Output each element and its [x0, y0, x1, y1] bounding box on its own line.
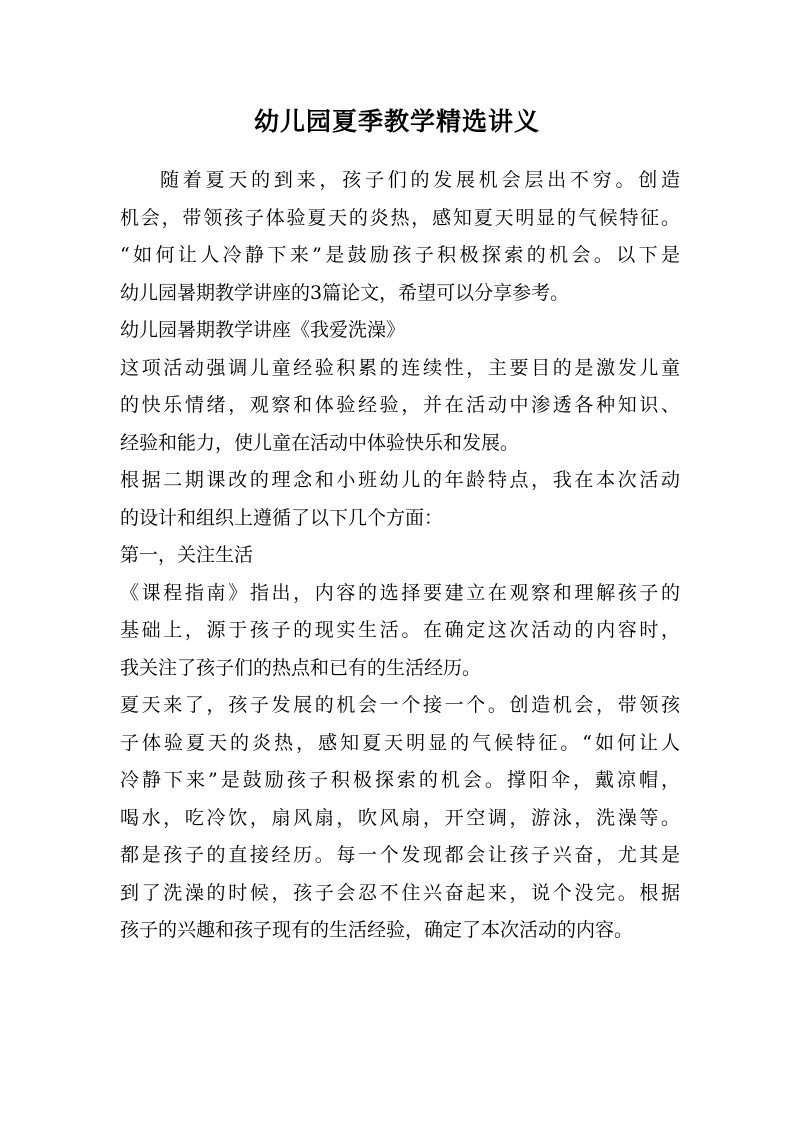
- text-line: 这项活动强调儿童经验积累的连续性，主要目的是激发儿童: [120, 356, 680, 379]
- text-line: 第一，关注生活: [120, 544, 254, 566]
- text-line: 《课程指南》指出，内容的选择要建立在观察和理解孩子的: [120, 581, 680, 604]
- text-line: 幼儿园暑期教学讲座的3篇论文，希望可以分享参考。: [120, 281, 570, 304]
- text-line: 喝水，吃冷饮，扇风扇，吹风扇，开空调，游泳，洗澡等。: [120, 806, 680, 829]
- text-line: 根据二期课改的理念和小班幼儿的年龄特点，我在本次活动: [120, 469, 680, 491]
- text-line: 夏天来了，孩子发展的机会一个接一个。创造机会，带领孩: [120, 694, 680, 716]
- text-line: 子体验夏天的炎热，感知夏天明显的气候特征。“如何让人: [120, 731, 680, 754]
- text-line: 随着夏天的到来，孩子们的发展机会层出不穷。创造: [160, 169, 680, 191]
- text-line: 的快乐情绪，观察和体验经验，并在活动中渗透各种知识、: [120, 394, 680, 416]
- text-line: 我关注了孩子们的热点和已有的生活经历。: [120, 656, 482, 679]
- document-title: 幼儿园夏季教学精选讲义: [253, 107, 540, 136]
- text-line: 机会，带领孩子体验夏天的炎热，感知夏天明显的气候特征。: [120, 206, 680, 229]
- text-line: 的设计和组织上遵循了以下几个方面：: [120, 506, 444, 529]
- text-line: 经验和能力，使儿童在活动中体验快乐和发展。: [120, 431, 520, 454]
- text-line: 幼儿园暑期教学讲座《我爱洗澡》: [120, 319, 406, 341]
- text-line: 基础上，源于孩子的现实生活。在确定这次活动的内容时，: [120, 619, 680, 641]
- text-line: 到了洗澡的时候，孩子会忍不住兴奋起来，说个没完。根据: [120, 881, 680, 904]
- text-line: 孩子的兴趣和孩子现有的生活经验，确定了本次活动的内容。: [120, 919, 634, 941]
- text-line: 冷静下来”是鼓励孩子积极探索的机会。撑阳伞，戴凉帽，: [120, 769, 680, 791]
- text-line: 都是孩子的直接经历。每一个发现都会让孩子兴奋，尤其是: [120, 844, 680, 866]
- document-body: [120, 162, 680, 950]
- text-line: “如何让人冷静下来”是鼓励孩子积极探索的机会。以下是: [120, 244, 680, 266]
